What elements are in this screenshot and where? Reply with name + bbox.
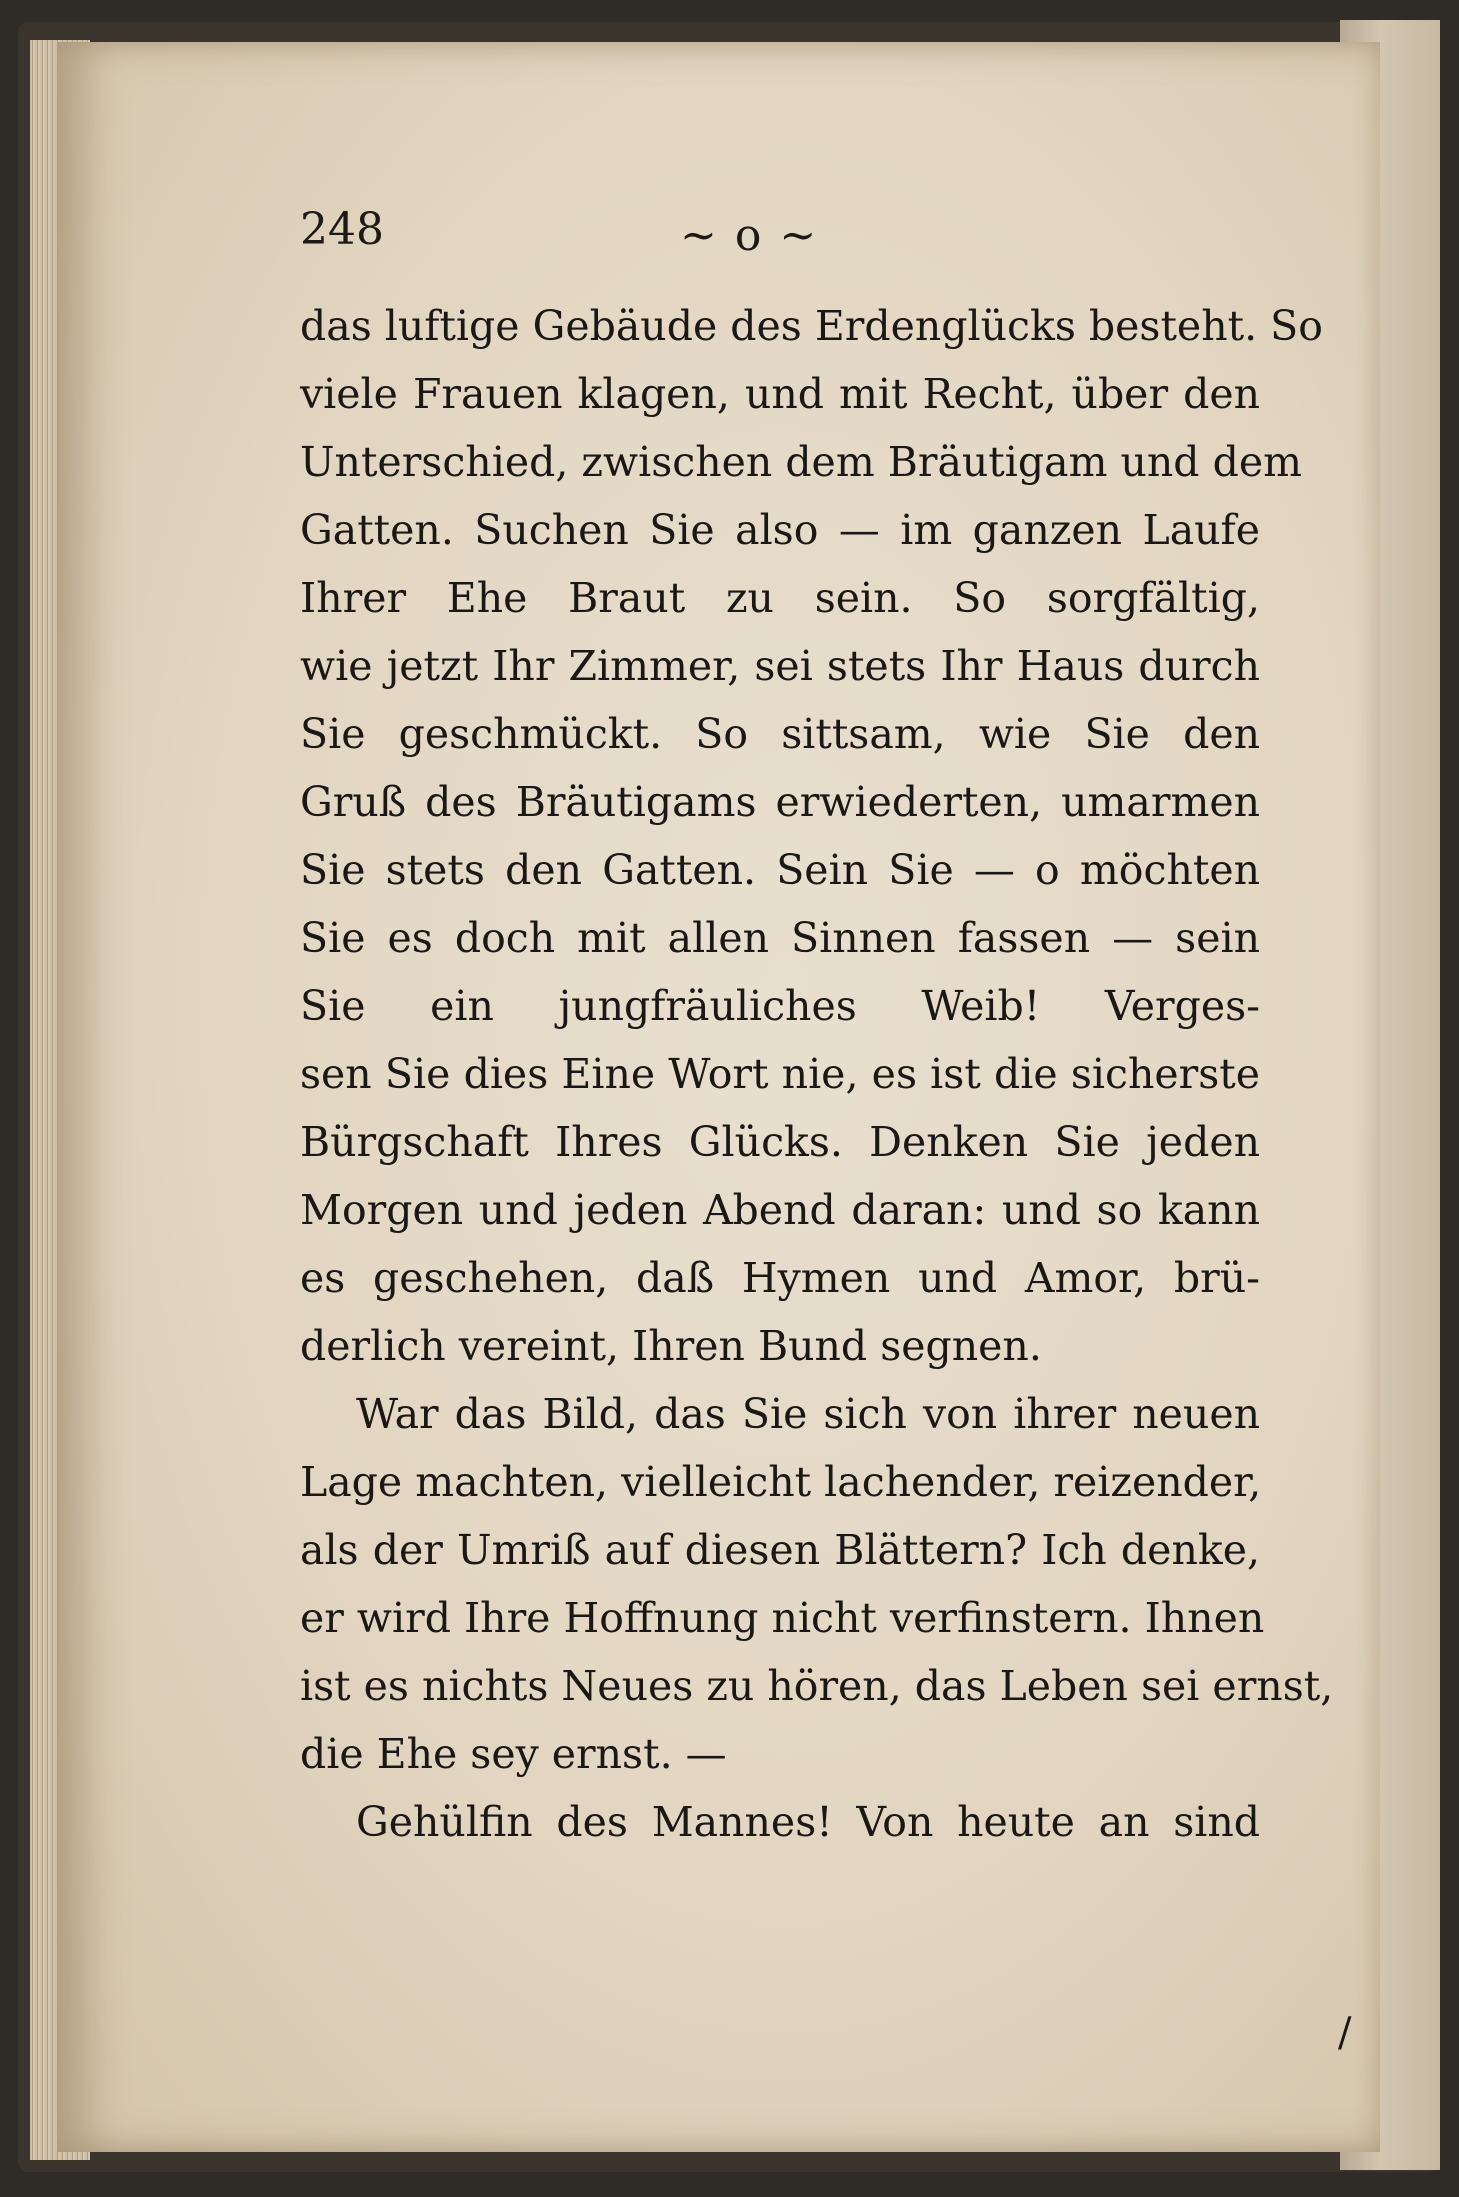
text-line: derlich vereint, Ihren Bund segnen. [300, 1322, 1042, 1370]
text-line: ist es nichts Neues zu hören, das Leben sei ernst, [300, 1662, 1334, 1710]
text-line: es geschehen, daß Hymen und Amor, brü- [300, 1254, 1260, 1302]
text-line: Sie geschmückt. So sittsam, wie Sie den [300, 710, 1260, 758]
page-number: 248 [300, 204, 384, 255]
text-line: sen Sie dies Eine Wort nie, es ist die sicherste [300, 1050, 1260, 1098]
text-line: Gruß des Bräutigams erwiederten, umarmen [300, 778, 1260, 826]
body-text [300, 292, 1334, 1856]
text-line: Ihrer Ehe Braut zu sein. So sorgfältig, [300, 574, 1260, 622]
text-line: Morgen und jeden Abend daran: und so kann [300, 1186, 1260, 1234]
text-line: War das Bild, das Sie sich von ihrer neuen [356, 1390, 1260, 1438]
text-line: Gehülfin des Mannes! Von heute an sind [356, 1798, 1260, 1846]
text-line: Sie es doch mit allen Sinnen fassen — sein [300, 914, 1260, 962]
text-line: Gatten. Suchen Sie also — im ganzen Laufe [300, 506, 1260, 554]
text-line: Unterschied, zwischen dem Bräutigam und dem [300, 438, 1302, 486]
text-line: Sie stets den Gatten. Sein Sie — o möchten [300, 846, 1260, 894]
text-line: die Ehe sey ernst. — [300, 1730, 727, 1778]
header-ornament: ~ o ~ [680, 210, 819, 261]
text-line: Sie ein jungfräuliches Weib! Verges- [300, 982, 1260, 1030]
text-line: das luftige Gebäude des Erdenglücks besteht. So [300, 302, 1323, 350]
text-line: wie jetzt Ihr Zimmer, sei stets Ihr Haus durch [300, 642, 1260, 690]
margin-mark: / [1338, 2010, 1352, 2056]
text-line: als der Umriß auf diesen Blättern? Ich denke, [300, 1526, 1260, 1574]
text-line: er wird Ihre Hoffnung nicht verfinstern. Ihnen [300, 1594, 1265, 1642]
text-line: Lage machten, vielleicht lachender, reizender, [300, 1458, 1262, 1506]
text-line: Bürgschaft Ihres Glücks. Denken Sie jeden [300, 1118, 1260, 1166]
text-line: viele Frauen klagen, und mit Recht, über den [300, 370, 1260, 418]
